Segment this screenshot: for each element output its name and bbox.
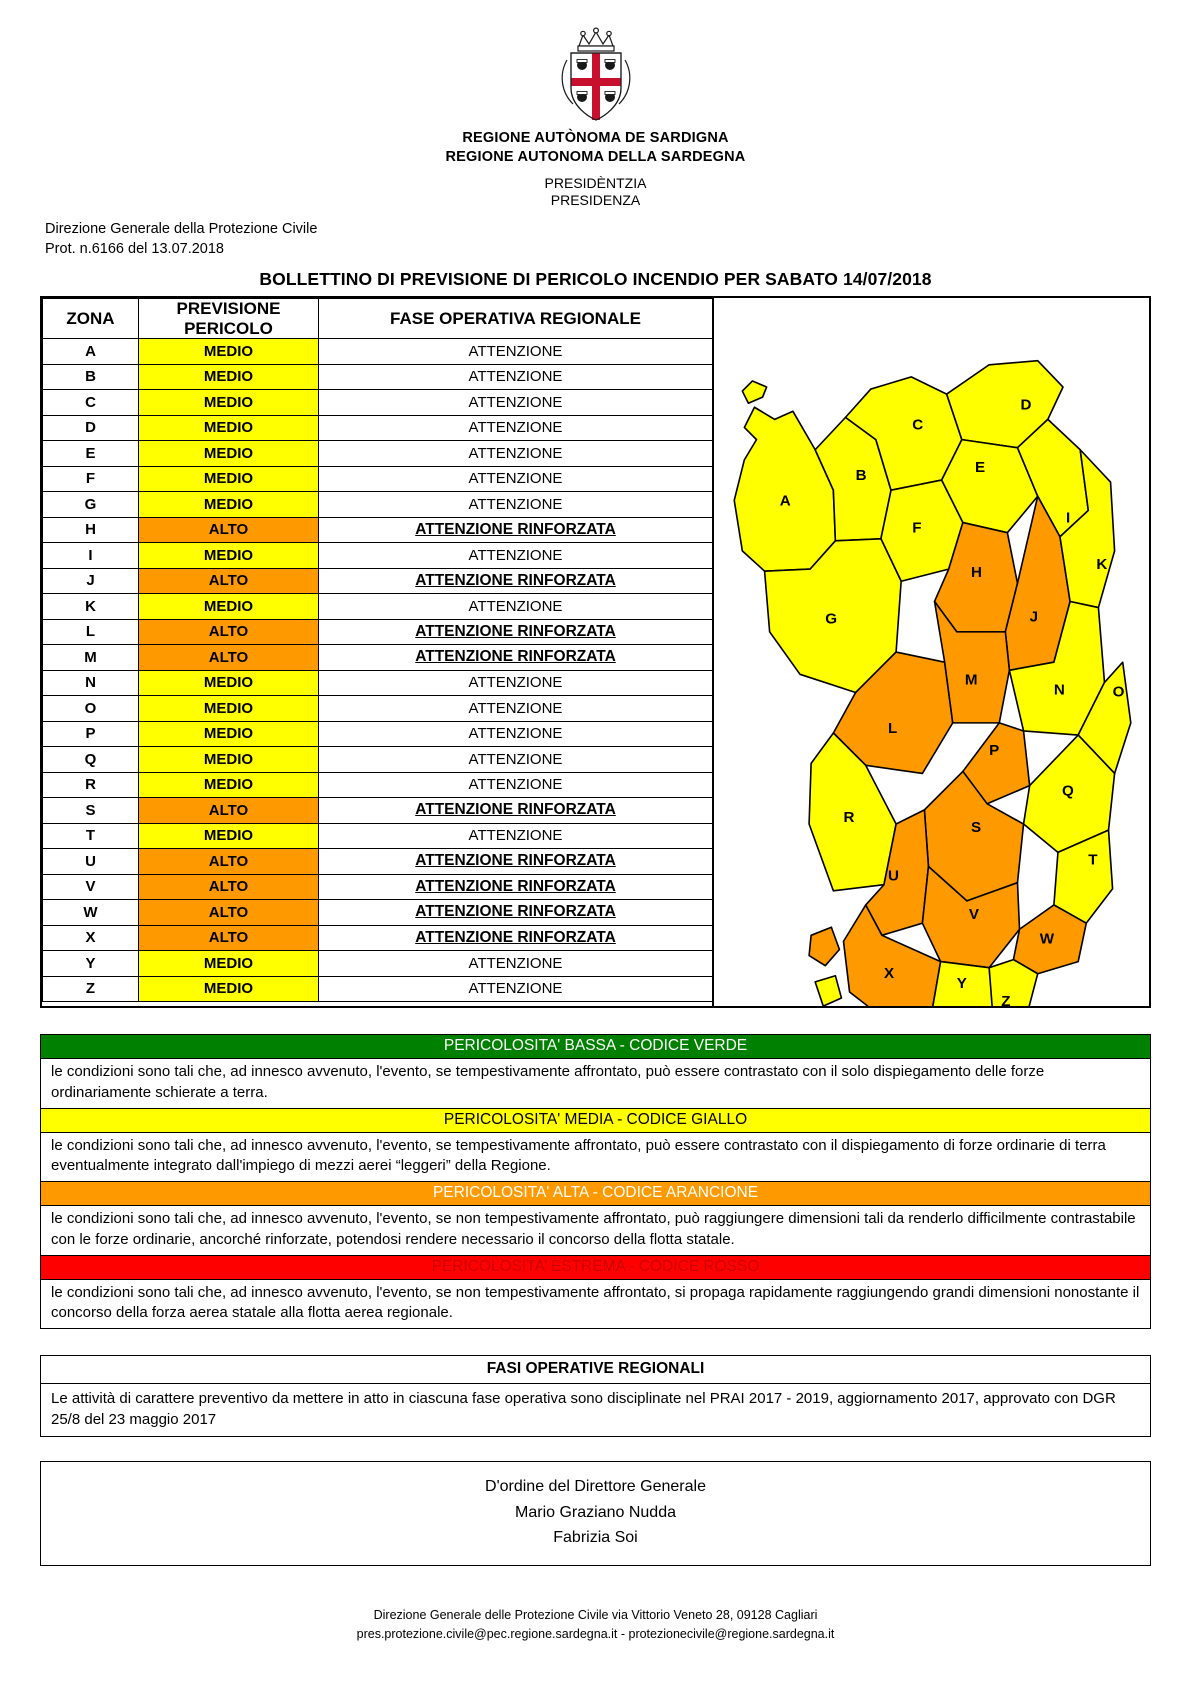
cell-fase-operativa: ATTENZIONE RINFORZATA bbox=[319, 874, 713, 900]
table-row bbox=[43, 900, 713, 926]
page-footer bbox=[40, 1606, 1151, 1644]
cell-fase-operativa: ATTENZIONE bbox=[319, 390, 713, 416]
map-label-X: X bbox=[883, 964, 895, 982]
cell-fase-operativa: ATTENZIONE bbox=[319, 364, 713, 390]
table-row bbox=[43, 772, 713, 798]
cell-previsione-pericolo: MEDIO bbox=[139, 976, 319, 1002]
cell-zona: T bbox=[43, 823, 139, 849]
table-row bbox=[43, 721, 713, 747]
cell-fase-operativa: ATTENZIONE bbox=[319, 721, 713, 747]
map-label-K: K bbox=[1096, 556, 1108, 574]
cell-fase-operativa: ATTENZIONE bbox=[319, 823, 713, 849]
crest-container bbox=[40, 0, 1151, 126]
map-label-F: F bbox=[912, 519, 922, 537]
fasi-operative-text: Le attività di carattere preventivo da mettere in atto in ciascuna fase operativa sono disciplinate nel PRAI 2017 - 2019, aggiornamento 2017, approvato con DGR 25/8 del 23 maggio 2017 bbox=[51, 1390, 1116, 1429]
table-row bbox=[43, 390, 713, 416]
cell-fase-operativa: ATTENZIONE bbox=[319, 951, 713, 977]
map-label-Q: Q bbox=[1061, 782, 1074, 800]
cell-zona: K bbox=[43, 594, 139, 620]
cell-previsione-pericolo: MEDIO bbox=[139, 721, 319, 747]
column-header-previsione-line2: PERICOLO bbox=[184, 318, 273, 338]
protocol-block bbox=[45, 220, 1151, 259]
footer-emails: pres.protezione.civile@pec.regione.sardegna.it - protezionecivile@regione.sardegna.it bbox=[356, 1626, 835, 1641]
cell-previsione-pericolo: ALTO bbox=[139, 517, 319, 543]
fasi-operative-header: FASI OPERATIVE REGIONALI bbox=[41, 1356, 1150, 1384]
cell-fase-operativa: ATTENZIONE bbox=[319, 441, 713, 467]
cell-zona: A bbox=[43, 339, 139, 365]
map-label-V: V bbox=[968, 906, 980, 924]
cell-zona: F bbox=[43, 466, 139, 492]
legend-header-giallo: PERICOLOSITA' MEDIA - CODICE GIALLO bbox=[41, 1109, 1150, 1133]
cell-fase-operativa: ATTENZIONE bbox=[319, 415, 713, 441]
cell-fase-operativa: ATTENZIONE RINFORZATA bbox=[319, 645, 713, 671]
cell-zona: X bbox=[43, 925, 139, 951]
footer-address: Direzione Generale delle Protezione Civile via Vittorio Veneto 28, 09128 Cagliari bbox=[373, 1608, 818, 1623]
table-row bbox=[43, 364, 713, 390]
legend-text-arancione: le condizioni sono tali che, ad innesco avvenuto, l'evento, se non tempestivamente affrontato, può raggiungere dimensioni tali da renderlo difficilmente contrastabile con le forze ordinarie, ancorché rinforzate, potendosi rendere necessario il concorso della flotta statale. bbox=[41, 1206, 1150, 1256]
map-label-D: D bbox=[1020, 396, 1032, 414]
map-label-T: T bbox=[1088, 851, 1098, 869]
map-label-Y: Y bbox=[956, 975, 967, 993]
table-row bbox=[43, 339, 713, 365]
table-row bbox=[43, 517, 713, 543]
cell-fase-operativa: ATTENZIONE bbox=[319, 543, 713, 569]
map-label-L: L bbox=[888, 720, 898, 738]
signature-secondary-name: Fabrizia Soi bbox=[553, 1529, 638, 1547]
cell-zona: H bbox=[43, 517, 139, 543]
cell-zona: Y bbox=[43, 951, 139, 977]
map-label-N: N bbox=[1053, 681, 1065, 699]
cell-previsione-pericolo: MEDIO bbox=[139, 466, 319, 492]
cell-fase-operativa: ATTENZIONE RINFORZATA bbox=[319, 619, 713, 645]
cell-zona: R bbox=[43, 772, 139, 798]
signature-order-line: D'ordine del Direttore Generale bbox=[485, 1478, 706, 1496]
cell-fase-operativa: ATTENZIONE RINFORZATA bbox=[319, 849, 713, 875]
cell-fase-operativa: ATTENZIONE bbox=[319, 339, 713, 365]
map-label-H: H bbox=[970, 564, 982, 582]
cell-fase-operativa: ATTENZIONE RINFORZATA bbox=[319, 798, 713, 824]
legend-text-verde: le condizioni sono tali che, ad innesco avvenuto, l'evento, se tempestivamente affrontato, può essere contrastato con il solo dispiegamento delle forze ordinariamente schierate a terra. bbox=[41, 1059, 1150, 1109]
cell-previsione-pericolo: ALTO bbox=[139, 798, 319, 824]
map-label-O: O bbox=[1112, 683, 1125, 701]
fasi-operative-block bbox=[40, 1355, 1151, 1437]
cell-previsione-pericolo: ALTO bbox=[139, 645, 319, 671]
map-panel bbox=[714, 298, 1149, 1006]
cell-zona: Q bbox=[43, 747, 139, 773]
table-row bbox=[43, 619, 713, 645]
cell-zona: B bbox=[43, 364, 139, 390]
cell-previsione-pericolo: ALTO bbox=[139, 925, 319, 951]
map-label-M: M bbox=[964, 671, 978, 689]
cell-fase-operativa: ATTENZIONE RINFORZATA bbox=[319, 925, 713, 951]
table-row bbox=[43, 798, 713, 824]
cell-fase-operativa: ATTENZIONE RINFORZATA bbox=[319, 568, 713, 594]
region-name-italian: REGIONE AUTONOMA DELLA SARDEGNA bbox=[445, 149, 746, 165]
cell-previsione-pericolo: ALTO bbox=[139, 619, 319, 645]
cell-previsione-pericolo: MEDIO bbox=[139, 670, 319, 696]
map-label-P: P bbox=[989, 742, 1000, 760]
table-row bbox=[43, 925, 713, 951]
zones-table bbox=[42, 298, 713, 1002]
cell-zona: S bbox=[43, 798, 139, 824]
map-label-A: A bbox=[779, 492, 791, 510]
zones-table-container bbox=[42, 298, 714, 1006]
legend-header-verde: PERICOLOSITA' BASSA - CODICE VERDE bbox=[41, 1035, 1150, 1059]
cell-previsione-pericolo: MEDIO bbox=[139, 696, 319, 722]
table-row bbox=[43, 415, 713, 441]
cell-zona: N bbox=[43, 670, 139, 696]
cell-previsione-pericolo: ALTO bbox=[139, 849, 319, 875]
cell-zona: J bbox=[43, 568, 139, 594]
office-name: Direzione Generale della Protezione Civile bbox=[45, 221, 318, 237]
sardinia-map bbox=[714, 298, 1149, 1006]
legend-header-arancione: PERICOLOSITA' ALTA - CODICE ARANCIONE bbox=[41, 1182, 1150, 1206]
cell-fase-operativa: ATTENZIONE bbox=[319, 670, 713, 696]
map-label-U: U bbox=[888, 867, 899, 885]
table-row bbox=[43, 492, 713, 518]
cell-zona: Z bbox=[43, 976, 139, 1002]
table-row bbox=[43, 849, 713, 875]
column-header-previsione-line1: PREVISIONE bbox=[176, 299, 281, 319]
cell-zona: U bbox=[43, 849, 139, 875]
signature-director-name: Mario Graziano Nudda bbox=[515, 1503, 676, 1521]
table-row bbox=[43, 594, 713, 620]
map-label-S: S bbox=[970, 819, 982, 837]
cell-previsione-pericolo: ALTO bbox=[139, 568, 319, 594]
cell-previsione-pericolo: MEDIO bbox=[139, 543, 319, 569]
cell-previsione-pericolo: MEDIO bbox=[139, 364, 319, 390]
cell-previsione-pericolo: MEDIO bbox=[139, 594, 319, 620]
cell-previsione-pericolo: MEDIO bbox=[139, 492, 319, 518]
column-header-previsione bbox=[139, 299, 319, 339]
cell-zona: P bbox=[43, 721, 139, 747]
column-header-fase: FASE OPERATIVA REGIONALE bbox=[319, 299, 713, 339]
cell-zona: V bbox=[43, 874, 139, 900]
table-header-row bbox=[43, 299, 713, 339]
table-row bbox=[43, 543, 713, 569]
cell-zona: C bbox=[43, 390, 139, 416]
cell-previsione-pericolo: MEDIO bbox=[139, 951, 319, 977]
cell-previsione-pericolo: MEDIO bbox=[139, 339, 319, 365]
cell-previsione-pericolo: MEDIO bbox=[139, 415, 319, 441]
cell-zona: I bbox=[43, 543, 139, 569]
cell-previsione-pericolo: ALTO bbox=[139, 874, 319, 900]
signature-block bbox=[40, 1461, 1151, 1566]
cell-zona: W bbox=[43, 900, 139, 926]
sardinia-coat-of-arms-icon bbox=[553, 26, 639, 126]
table-row bbox=[43, 645, 713, 671]
cell-fase-operativa: ATTENZIONE bbox=[319, 492, 713, 518]
cell-fase-operativa: ATTENZIONE bbox=[319, 466, 713, 492]
table-row bbox=[43, 441, 713, 467]
table-row bbox=[43, 951, 713, 977]
cell-previsione-pericolo: MEDIO bbox=[139, 772, 319, 798]
legend-text-giallo: le condizioni sono tali che, ad innesco avvenuto, l'evento, se tempestivamente affrontato, può essere contrastato con il dispiegamento di forze ordinarie di terra eventualmente integrato dall'impiego di mezzi aerei “leggeri” della Regione. bbox=[41, 1133, 1150, 1183]
legend-block bbox=[40, 1034, 1151, 1329]
table-row bbox=[43, 696, 713, 722]
cell-previsione-pericolo: MEDIO bbox=[139, 390, 319, 416]
table-row bbox=[43, 874, 713, 900]
legend-header-rosso: PERICOLOSITA’ ESTREMA - CODICE ROSSO bbox=[41, 1256, 1150, 1280]
map-label-G: G bbox=[825, 610, 838, 628]
map-label-J: J bbox=[1029, 608, 1039, 626]
cell-previsione-pericolo: MEDIO bbox=[139, 441, 319, 467]
column-header-zona: ZONA bbox=[43, 299, 139, 339]
cell-zona: O bbox=[43, 696, 139, 722]
cell-fase-operativa: ATTENZIONE RINFORZATA bbox=[319, 900, 713, 926]
region-name-sardinian: REGIONE AUTÒNOMA DE SARDIGNA bbox=[462, 130, 729, 146]
cell-previsione-pericolo: ALTO bbox=[139, 900, 319, 926]
map-label-W: W bbox=[1039, 930, 1055, 948]
cell-fase-operativa: ATTENZIONE bbox=[319, 594, 713, 620]
cell-fase-operativa: ATTENZIONE bbox=[319, 747, 713, 773]
cell-zona: G bbox=[43, 492, 139, 518]
cell-zona: M bbox=[43, 645, 139, 671]
presidency-italian: PRESIDENZA bbox=[550, 192, 641, 208]
page-title: BOLLETTINO DI PREVISIONE DI PERICOLO INCENDIO PER SABATO 14/07/2018 bbox=[259, 269, 932, 290]
cell-zona: D bbox=[43, 415, 139, 441]
table-row bbox=[43, 670, 713, 696]
table-row bbox=[43, 466, 713, 492]
cell-fase-operativa: ATTENZIONE bbox=[319, 696, 713, 722]
cell-fase-operativa: ATTENZIONE bbox=[319, 772, 713, 798]
cell-fase-operativa: ATTENZIONE RINFORZATA bbox=[319, 517, 713, 543]
protocol-number: Prot. n.6166 del 13.07.2018 bbox=[45, 240, 224, 257]
map-label-I: I bbox=[1066, 509, 1071, 527]
map-label-E: E bbox=[974, 459, 986, 477]
table-row bbox=[43, 976, 713, 1002]
map-label-C: C bbox=[912, 416, 924, 434]
cell-zona: E bbox=[43, 441, 139, 467]
forecast-block bbox=[40, 296, 1151, 1008]
table-row bbox=[43, 823, 713, 849]
map-label-B: B bbox=[855, 467, 867, 485]
cell-previsione-pericolo: MEDIO bbox=[139, 823, 319, 849]
map-label-R: R bbox=[843, 809, 855, 827]
table-row bbox=[43, 747, 713, 773]
legend-text-rosso: le condizioni sono tali che, ad innesco avvenuto, l'evento, se non tempestivamente affrontato, si propaga rapidamente raggiungendo grandi dimensioni nonostante il concorso della forza aerea statale alla flotta aerea regionale. bbox=[41, 1280, 1150, 1330]
table-row bbox=[43, 568, 713, 594]
map-label-Z: Z bbox=[1001, 993, 1011, 1007]
cell-fase-operativa: ATTENZIONE bbox=[319, 976, 713, 1002]
cell-previsione-pericolo: MEDIO bbox=[139, 747, 319, 773]
presidency-sardinian: PRESIDÈNTZIA bbox=[544, 175, 647, 191]
cell-zona: L bbox=[43, 619, 139, 645]
